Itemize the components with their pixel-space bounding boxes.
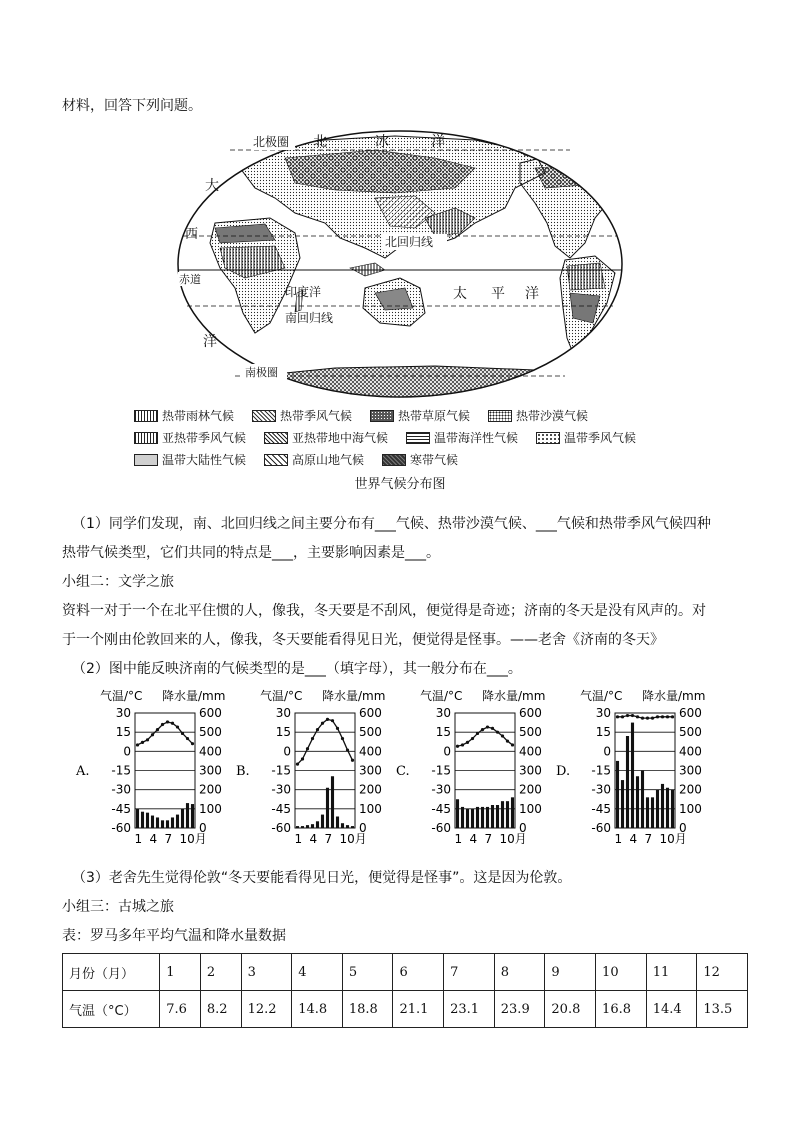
table-cell: 5 [342, 954, 393, 991]
table-cell: 7 [444, 954, 495, 991]
precipitation-bar [351, 826, 354, 828]
month-tick-label: 1 [454, 832, 463, 846]
precipitation-bar [186, 803, 189, 828]
temperature-point [146, 738, 149, 741]
precipitation-bar [636, 776, 639, 828]
temperature-tick-label: -30 [431, 782, 451, 797]
table-cell: 13.5 [697, 991, 748, 1028]
precipitation-bar [491, 805, 494, 828]
legend-swatch [264, 454, 288, 466]
precipitation-bar [666, 788, 669, 828]
legend-item: 热带雨林气候 [134, 407, 234, 424]
chart-option-letter: B. [236, 764, 250, 779]
table-cell: 12 [697, 954, 748, 991]
temperature-point [656, 715, 659, 718]
chart-option-letter: C. [396, 764, 410, 779]
temperature-tick-label: -30 [271, 782, 291, 797]
temperature-point [346, 748, 349, 751]
table-cell: 4 [292, 954, 343, 991]
table-title: 表：罗马多年平均气温和降水量数据 [62, 928, 286, 944]
label-pacific-2: 平 [491, 286, 505, 302]
legend-item: 温带季风气候 [536, 429, 636, 446]
temperature-point [631, 714, 634, 717]
table-cell: 12.2 [241, 991, 292, 1028]
temperature-tick-label: -30 [111, 782, 131, 797]
label-arctic-ocean-1: 北 [313, 134, 327, 150]
legend-item: 热带沙漠气候 [488, 407, 588, 424]
legend-swatch [536, 432, 560, 444]
temperature-tick-label: -15 [271, 763, 291, 778]
precipitation-tick-label: 400 [359, 744, 382, 759]
month-tick-label: 7 [484, 832, 493, 846]
legend-swatch [264, 432, 288, 444]
group-2-text-1: 资料一对于一个在北平住惯的人，像我，冬天要是不刮风，便觉得是奇迹；济南的冬天是没有风声的。对 [62, 603, 706, 619]
precipitation-bar [496, 805, 499, 828]
precipitation-tick-label: 0 [679, 821, 687, 835]
precipitation-tick-label: 100 [359, 801, 382, 816]
temperature-tick-label: -45 [591, 801, 611, 816]
temperature-tick-label: 15 [595, 725, 611, 740]
temperature-tick-label: -45 [271, 801, 291, 816]
temperature-point [336, 727, 339, 730]
precipitation-bar [456, 799, 459, 828]
precipitation-bar [176, 815, 179, 828]
month-tick-label: 4 [309, 832, 318, 846]
precipitation-bar [476, 807, 479, 828]
precipitation-bar [341, 823, 344, 828]
label-tropic-cancer: 北回归线 [385, 235, 434, 249]
temperature-point [191, 742, 194, 745]
temperature-tick-label: 30 [595, 706, 611, 720]
precipitation-axis-label: 降水量/mm [322, 689, 386, 703]
temperature-tick-label: -15 [431, 763, 451, 778]
precipitation-bar [646, 797, 649, 828]
precipitation-bar [306, 825, 309, 828]
precipitation-tick-label: 600 [359, 706, 382, 720]
temperature-point [171, 722, 174, 725]
temperature-point [341, 737, 344, 740]
temperature-point [671, 715, 674, 718]
label-arctic-ocean-3: 洋 [431, 134, 445, 150]
temperature-axis-label: 气温/°C [260, 689, 303, 703]
temperature-point [156, 728, 159, 731]
temperature-point [641, 717, 644, 720]
label-pacific-1: 太 [453, 286, 467, 302]
row-header-temperature: 气温（°C） [63, 991, 160, 1028]
precipitation-tick-label: 0 [359, 821, 367, 835]
table-cell: 8.2 [200, 991, 241, 1028]
climate-charts [60, 686, 760, 846]
temperature-tick-label: -60 [431, 821, 451, 835]
temperature-point [511, 743, 514, 746]
temperature-point [311, 737, 314, 740]
antarctica-landmass [175, 366, 625, 400]
temperature-tick-label: 15 [115, 725, 131, 740]
temperature-point [651, 717, 654, 720]
precipitation-bar [671, 790, 674, 828]
legend-item: 亚热带地中海气候 [264, 429, 388, 446]
precipitation-bar [661, 784, 664, 828]
precipitation-bar [336, 817, 339, 829]
precipitation-bar [616, 761, 619, 828]
legend-swatch [488, 410, 512, 422]
table-cell: 7.6 [160, 991, 201, 1028]
precipitation-bar [326, 788, 329, 828]
month-tick-label: 7 [164, 832, 173, 846]
precipitation-tick-label: 200 [359, 782, 382, 797]
table-cell: 10 [596, 954, 647, 991]
table-cell: 20.8 [545, 991, 596, 1028]
temperature-point [506, 740, 509, 743]
question-3: （3）老舍先生觉得伦敦“冬天要能看得见日光，便觉得是怪事”。这是因为伦敦。 [72, 870, 572, 886]
temperature-tick-label: 0 [123, 744, 131, 759]
table-cell: 1 [160, 954, 201, 991]
precipitation-axis-label: 降水量/mm [162, 689, 226, 703]
temperature-tick-label: 0 [603, 744, 611, 759]
table-cell: 2 [200, 954, 241, 991]
legend-item: 温带海洋性气候 [406, 429, 518, 446]
month-tick-label: 7 [324, 832, 333, 846]
row-header-month: 月份（月） [63, 954, 160, 991]
label-arctic-ocean-2: 冰 [375, 134, 389, 150]
month-tick-label: 4 [149, 832, 158, 846]
precipitation-tick-label: 600 [679, 706, 702, 720]
temperature-point [141, 741, 144, 744]
precipitation-bar [461, 807, 464, 828]
table-cell: 16.8 [596, 991, 647, 1028]
precipitation-bar [346, 825, 349, 828]
temperature-point [321, 722, 324, 725]
temperature-tick-label: 15 [435, 725, 451, 740]
legend-swatch [134, 432, 158, 444]
month-tick-label: 1 [134, 832, 143, 846]
precipitation-tick-label: 600 [199, 706, 222, 720]
precipitation-bar [471, 809, 474, 828]
temperature-point [496, 731, 499, 734]
precipitation-bar [656, 790, 659, 828]
label-atlantic-1: 大 [205, 178, 219, 194]
table-row [63, 991, 748, 1028]
precipitation-tick-label: 200 [199, 782, 222, 797]
month-tick-label: 10月 [659, 832, 687, 846]
legend-swatch [382, 454, 406, 466]
legend-swatch [252, 410, 276, 422]
precipitation-bar [321, 815, 324, 828]
legend-item: 热带季风气候 [252, 407, 352, 424]
precipitation-bar [136, 809, 139, 828]
climate-chart [236, 688, 385, 846]
precipitation-bar [151, 816, 154, 828]
temperature-tick-label: -45 [431, 801, 451, 816]
temperature-point [151, 733, 154, 736]
map-caption: 世界气候分布图 [354, 477, 446, 492]
precipitation-bar [141, 812, 144, 828]
legend-item: 寒带气候 [382, 451, 458, 468]
climate-chart [396, 688, 545, 846]
precipitation-tick-label: 100 [679, 801, 702, 816]
month-tick-label: 1 [614, 832, 623, 846]
precipitation-tick-label: 200 [519, 782, 542, 797]
temperature-point [621, 715, 624, 718]
precipitation-bar [146, 813, 149, 828]
precipitation-tick-label: 0 [519, 821, 527, 835]
precipitation-tick-label: 400 [679, 744, 702, 759]
temperature-point [181, 732, 184, 735]
temperature-tick-label: -15 [591, 763, 611, 778]
label-indian-ocean: 印度洋 [285, 285, 322, 299]
legend-swatch [134, 410, 158, 422]
precipitation-tick-label: 300 [199, 763, 222, 778]
temperature-axis-label: 气温/°C [580, 689, 623, 703]
precipitation-bar [171, 817, 174, 828]
precipitation-tick-label: 100 [199, 801, 222, 816]
table-cell: 8 [494, 954, 545, 991]
temperature-tick-label: 30 [435, 706, 451, 720]
precipitation-tick-label: 100 [519, 801, 542, 816]
precipitation-tick-label: 400 [199, 744, 222, 759]
temperature-axis-label: 气温/°C [420, 689, 463, 703]
temperature-point [296, 763, 299, 766]
label-atlantic-3: 洋 [203, 334, 217, 350]
precipitation-tick-label: 200 [679, 782, 702, 797]
precipitation-bar [501, 801, 504, 828]
temperature-tick-label: 30 [115, 706, 131, 720]
table-cell: 21.1 [393, 991, 444, 1028]
precipitation-bar [486, 807, 489, 828]
map-legend-row-1 [134, 407, 588, 424]
temperature-point [161, 723, 164, 726]
temperature-point [326, 718, 329, 721]
map-legend-row-2 [134, 429, 636, 446]
group-2-title: 小组二：文学之旅 [62, 574, 174, 590]
temperature-point [166, 720, 169, 723]
table-cell: 3 [241, 954, 292, 991]
precipitation-bar [296, 826, 299, 828]
precipitation-bar [311, 824, 314, 828]
temperature-tick-label: -60 [271, 821, 291, 835]
precipitation-bar [631, 723, 634, 828]
precipitation-bar [181, 809, 184, 828]
precipitation-tick-label: 300 [359, 763, 382, 778]
precipitation-tick-label: 500 [199, 725, 222, 740]
temperature-point [316, 728, 319, 731]
legend-item: 热带草原气候 [370, 407, 470, 424]
precipitation-tick-label: 500 [679, 725, 702, 740]
legend-swatch [370, 410, 394, 422]
temperature-point [501, 734, 504, 737]
label-antarctic-circle: 南极圈 [245, 366, 278, 379]
temperature-point [666, 715, 669, 718]
group-3-title: 小组三：古城之旅 [62, 899, 174, 915]
table-cell: 23.9 [494, 991, 545, 1028]
map-legend-row-3 [134, 451, 458, 468]
temperature-point [456, 745, 459, 748]
table-cell: 9 [545, 954, 596, 991]
month-tick-label: 7 [644, 832, 653, 846]
temperature-point [466, 741, 469, 744]
table-cell: 23.1 [444, 991, 495, 1028]
question-1-line-1: （1）同学们发现，南、北回归线之间主要分布有___气候、热带沙漠气候、___气候和热带季风气候四种 [72, 516, 711, 532]
precipitation-bar [316, 821, 319, 828]
precipitation-axis-label: 降水量/mm [642, 689, 706, 703]
precipitation-bar [156, 817, 159, 828]
temperature-point [461, 743, 464, 746]
table-cell: 11 [646, 954, 697, 991]
precipitation-bar [511, 797, 514, 828]
group-2-text-2: 于一个刚由伦敦回来的人，像我，冬天要能看得见日光，便觉得是怪事。——老舍《济南的冬天》 [62, 632, 664, 648]
climate-chart [75, 688, 225, 846]
precipitation-bar [481, 807, 484, 828]
temperature-point [616, 715, 619, 718]
temperature-line [298, 719, 353, 764]
temperature-axis-label: 气温/°C [100, 689, 143, 703]
temperature-tick-label: 0 [283, 744, 291, 759]
precipitation-tick-label: 600 [519, 706, 542, 720]
precipitation-tick-label: 500 [359, 725, 382, 740]
temperature-point [626, 714, 629, 717]
chart-option-letter: A. [76, 764, 90, 779]
legend-item: 亚热带季风气候 [134, 429, 246, 446]
question-1-line-2: 热带气候类型，它们共同的特点是___，主要影响因素是___。 [62, 545, 440, 561]
question-2: （2）图中能反映济南的气候类型的是___（填字母），其一般分布在___。 [72, 661, 522, 677]
temperature-point [306, 747, 309, 750]
temperature-tick-label: 0 [443, 744, 451, 759]
intro-text: 材料，回答下列问题。 [62, 98, 202, 114]
precipitation-bar [506, 801, 509, 828]
rome-climate-table [62, 953, 748, 1028]
temperature-tick-label: -45 [111, 801, 131, 816]
label-tropic-capricorn: 南回归线 [285, 311, 334, 325]
temperature-line [618, 716, 673, 719]
temperature-point [476, 732, 479, 735]
precipitation-bar [651, 797, 654, 828]
precipitation-bar [191, 804, 194, 828]
temperature-point [491, 727, 494, 730]
temperature-point [351, 759, 354, 762]
temperature-tick-label: -30 [591, 782, 611, 797]
temperature-point [186, 737, 189, 740]
temperature-point [176, 725, 179, 728]
table-cell: 6 [393, 954, 444, 991]
table-cell: 14.4 [646, 991, 697, 1028]
temperature-tick-label: -15 [111, 763, 131, 778]
table-row [63, 954, 748, 991]
temperature-point [301, 757, 304, 760]
precipitation-tick-label: 0 [199, 821, 207, 835]
precipitation-bar [621, 780, 624, 828]
label-equator: 赤道 [179, 273, 201, 286]
table-cell: 14.8 [292, 991, 343, 1028]
temperature-point [471, 737, 474, 740]
temperature-point [481, 728, 484, 731]
precipitation-bar [641, 771, 644, 829]
month-tick-label: 10月 [339, 832, 367, 846]
precipitation-bar [166, 820, 169, 828]
precipitation-bar [626, 736, 629, 828]
temperature-tick-label: 15 [275, 725, 291, 740]
precipitation-bar [301, 826, 304, 828]
precipitation-tick-label: 400 [519, 744, 542, 759]
precipitation-tick-label: 500 [519, 725, 542, 740]
precipitation-bar [331, 776, 334, 828]
temperature-tick-label: -60 [111, 821, 131, 835]
precipitation-tick-label: 300 [519, 763, 542, 778]
month-tick-label: 4 [469, 832, 478, 846]
precipitation-bar [466, 809, 469, 828]
temperature-tick-label: 30 [275, 706, 291, 720]
label-arctic-circle: 北极圈 [253, 135, 290, 149]
legend-item: 高原山地气候 [264, 451, 364, 468]
climate-chart [556, 688, 705, 846]
month-tick-label: 1 [294, 832, 303, 846]
month-tick-label: 10月 [179, 832, 207, 846]
temperature-point [661, 715, 664, 718]
temperature-point [646, 717, 649, 720]
label-atlantic-2: 西 [185, 227, 199, 242]
precipitation-bar [161, 820, 164, 828]
precipitation-axis-label: 降水量/mm [482, 689, 546, 703]
temperature-point [331, 719, 334, 722]
world-climate-map [175, 128, 625, 400]
legend-swatch [406, 432, 430, 444]
month-tick-label: 10月 [499, 832, 527, 846]
chart-option-letter: D. [556, 764, 571, 779]
label-pacific-3: 洋 [525, 286, 539, 302]
temperature-line [458, 727, 513, 746]
temperature-point [486, 725, 489, 728]
temperature-point [636, 715, 639, 718]
legend-swatch [134, 454, 158, 466]
precipitation-tick-label: 300 [679, 763, 702, 778]
temperature-line [138, 722, 193, 745]
temperature-tick-label: -60 [591, 821, 611, 835]
temperature-point [136, 743, 139, 746]
legend-item: 温带大陆性气候 [134, 451, 246, 468]
month-tick-label: 4 [629, 832, 638, 846]
table-cell: 18.8 [342, 991, 393, 1028]
